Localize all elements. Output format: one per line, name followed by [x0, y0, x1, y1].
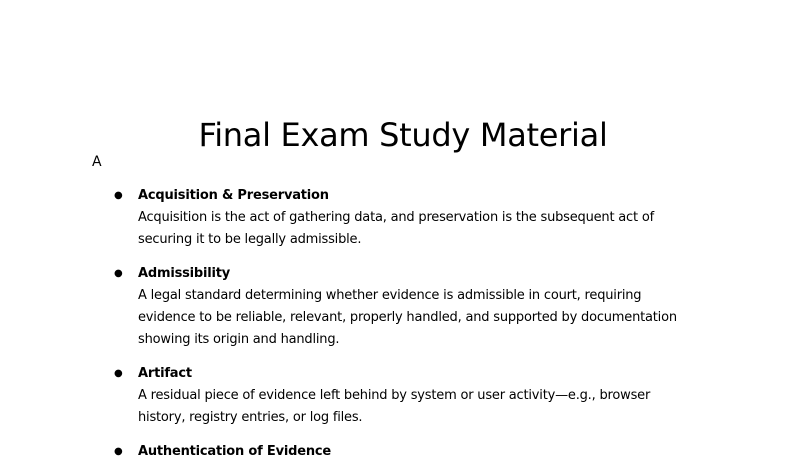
term-item [0, 263, 698, 351]
term-definition: A legal standard determining whether evidence is admissible in court, requiring evidence to be reliable, relevant, properly handled, and supported by documentation showing its origin and handling. [138, 288, 677, 347]
term-name: Admissibility [138, 266, 231, 281]
term-definition: A residual piece of evidence left behind by system or user activity—e.g., browser history, registry entries, or log files. [138, 388, 651, 425]
term-item [0, 363, 698, 429]
term-list [0, 185, 784, 475]
bullet-icon: ● [114, 190, 123, 201]
term-item [0, 441, 698, 463]
bullet-icon: ● [114, 268, 123, 279]
term-name: Authentication of Evidence [138, 444, 332, 459]
bullet-icon: ● [114, 368, 123, 379]
bullet-icon: ● [114, 446, 123, 457]
term-name: Acquisition & Preservation [138, 188, 329, 203]
document-title: Final Exam Study Material [198, 116, 608, 155]
term-definition: Acquisition is the act of gathering data, and preservation is the subsequent act of securing it to be legally admissible. [138, 210, 654, 247]
term-name: Artifact [138, 366, 192, 381]
section-letter-heading: A [92, 154, 102, 170]
term-item [0, 185, 698, 251]
